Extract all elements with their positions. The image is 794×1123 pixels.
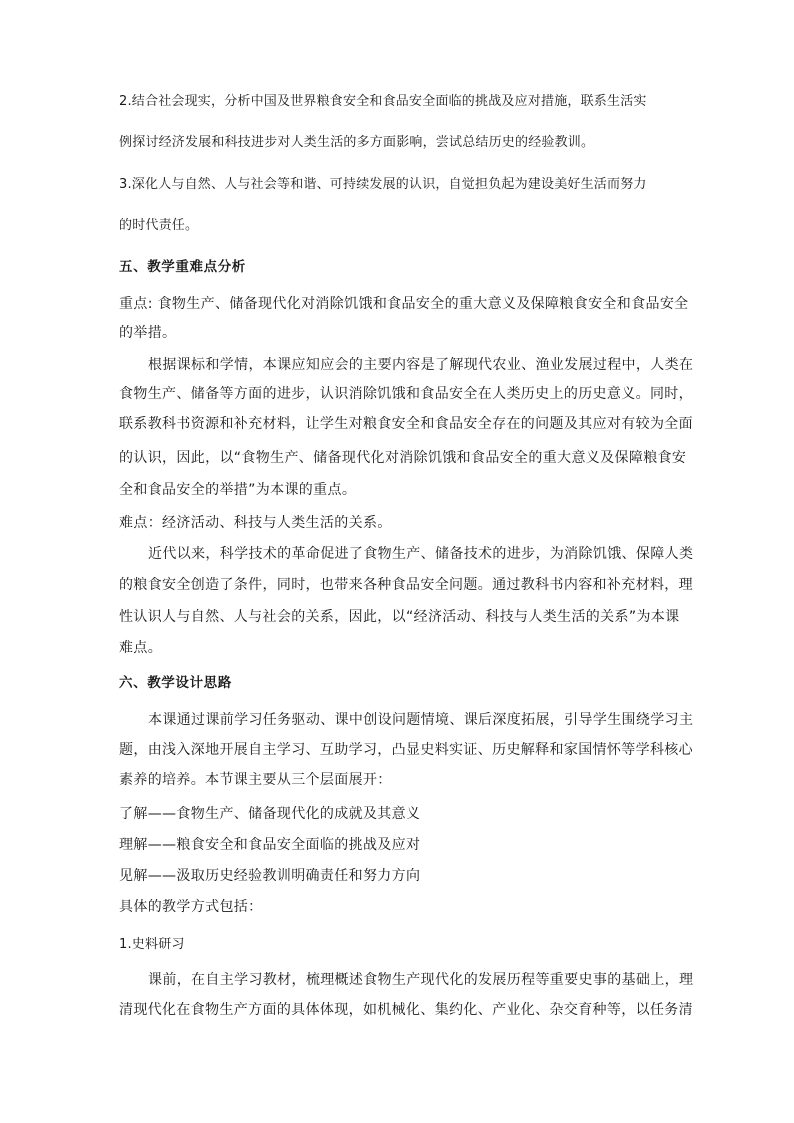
- text-line: 性认识人与自然、人与社会的关系，因此，以“经济活动、科技与人类生活的关系”为本课: [119, 609, 680, 625]
- paragraph-first-line: 根据课标和学情，本课应知应会的主要内容是了解现代农业、渔业发展过程中，人类在: [148, 357, 694, 373]
- paragraph-first-line: 课前，在自主学习教材，梳理概述食物生产现代化的发展历程等重要史事的基础上，理: [148, 972, 694, 988]
- text-line: 的时代责任。: [119, 218, 199, 233]
- text-line: 难点。: [119, 640, 163, 656]
- text-line: 例探讨经济发展和科技进步对人类生活的多方面影响，尝试总结历史的经验教训。: [119, 135, 595, 150]
- text-line: 食物生产、储备等方面的进步，认识消除饥饿和食品安全在人类历史上的历史意义。同时，: [119, 386, 693, 402]
- text-line: 题，由浅入深地开展自主学习、互助学习，凸显史料实证、历史解释和家国情怀等学科核心: [119, 742, 693, 758]
- text-line: 的认识，因此，以“食物生产、储备现代化对消除饥饿和食品安全的重大意义及保障粮食安: [119, 450, 687, 466]
- list-item: 理解——粮食安全和食品安全面临的挑战及应对: [119, 837, 421, 853]
- text-line: 难点：经济活动、科技与人类生活的关系。: [119, 515, 392, 531]
- paragraph-first-line: 近代以来，科学技术的革命促进了食物生产、储备技术的进步，为消除饥饿、保障人类: [148, 546, 694, 562]
- text-line: 重点: 食物生产、储备现代化对消除饥饿和食品安全的重大意义及保障粮食安全和食品安全: [119, 296, 689, 312]
- subsection-heading: 1.史料研习: [119, 937, 185, 952]
- text-line: 联系教科书资源和补充材料，让学生对粮食安全和食品安全存在的问题及其应对有较为全面: [119, 416, 693, 432]
- text-line: 的粮食安全创造了条件，同时，也带来各种食品安全问题。通过教科书内容和补充材料，理: [119, 577, 693, 593]
- text-line: 素养的培养。本节课主要从三个层面展开：: [119, 772, 392, 788]
- section-heading: 六、教学设计思路: [119, 675, 232, 691]
- text-line: 清现代化在食物生产方面的具体体现，如机械化、集约化、产业化、杂交育种等，以任务清: [119, 1002, 693, 1018]
- text-line: 3.深化人与自然、人与社会等和谐、可持续发展的认识，自觉担负起为建设美好生活而努力: [119, 177, 647, 192]
- text-line: 全和食品安全的举措”为本课的重点。: [119, 482, 357, 498]
- text-line: 2.结合社会现实，分析中国及世界粮食安全和食品安全面临的挑战及应对措施，联系生活实: [119, 94, 647, 109]
- text-line: 的举措。: [119, 325, 177, 341]
- section-heading: 五、教学重难点分析: [119, 259, 246, 275]
- list-item: 见解——汲取历史经验教训明确责任和努力方向: [119, 868, 421, 884]
- list-item: 了解——食物生产、储备现代化的成就及其意义: [119, 806, 421, 822]
- text-line: 具体的教学方式包括：: [119, 899, 263, 915]
- paragraph-first-line: 本课通过课前学习任务驱动、课中创设问题情境、课后深度拓展，引导学生围绕学习主: [148, 712, 694, 728]
